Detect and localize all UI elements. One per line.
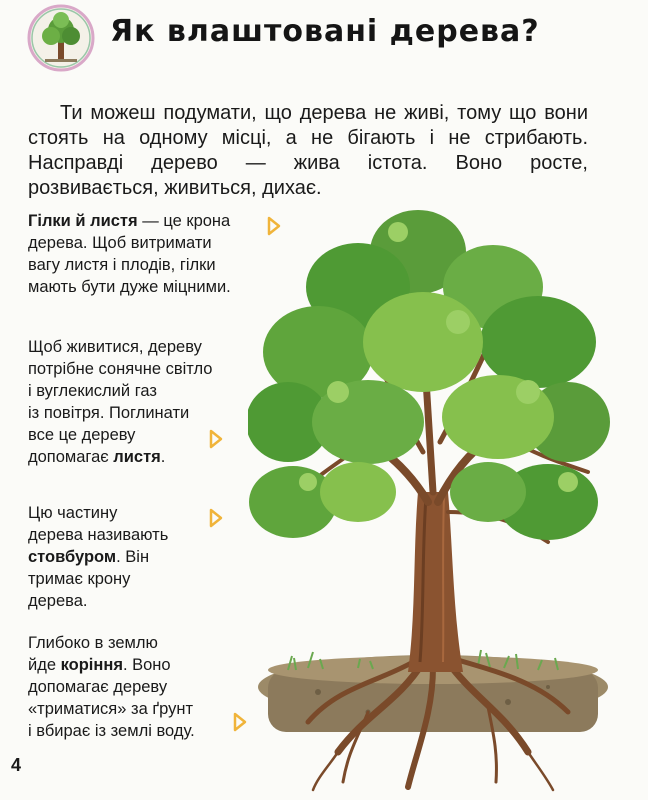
trunk (408, 492, 463, 672)
intro-paragraph (28, 101, 588, 201)
foliage (248, 210, 610, 540)
tree-illustration (248, 192, 610, 792)
intro-text: Ти можеш подумати, що дерева не живі, тому що вони стоять на одному місці, а не бігають і не стрибають. Насправді дерево — жива істота. Воно росте, розвивається, живиться, дихає. (28, 102, 588, 199)
note-trunk: Цю частину дерева називають стовбуром. Він тримає крону дерева. (28, 504, 169, 610)
triangle-pointer-icon (232, 711, 248, 733)
note-crown-term: Гілки й листя (28, 212, 138, 230)
note-roots: Глибоко в землю йде коріння. Воно допомагає дереву «триматися» за ґрунт і вбирає із землі воду. (28, 634, 195, 740)
tree-circle-icon (27, 4, 95, 72)
note-roots-term: коріння (60, 656, 123, 674)
note-crown: Гілки й листя — це крона дерева. Щоб витримати вагу листя і плодів, гілки мають бути дуже міцними. (28, 212, 231, 296)
note-leaves-term: листя (113, 448, 161, 466)
triangle-pointer-icon (208, 507, 224, 529)
triangle-pointer-icon (208, 428, 224, 450)
page-title: Як влаштовані дерева? (110, 14, 540, 49)
page-number: 4 (11, 755, 22, 775)
note-leaves: Щоб живитися, дереву потрібне сонячне світло і вуглекислий газ із повітря. Поглинати все це дереву допомагає листя. (28, 338, 213, 466)
note-trunk-term: стовбуром (28, 548, 117, 566)
